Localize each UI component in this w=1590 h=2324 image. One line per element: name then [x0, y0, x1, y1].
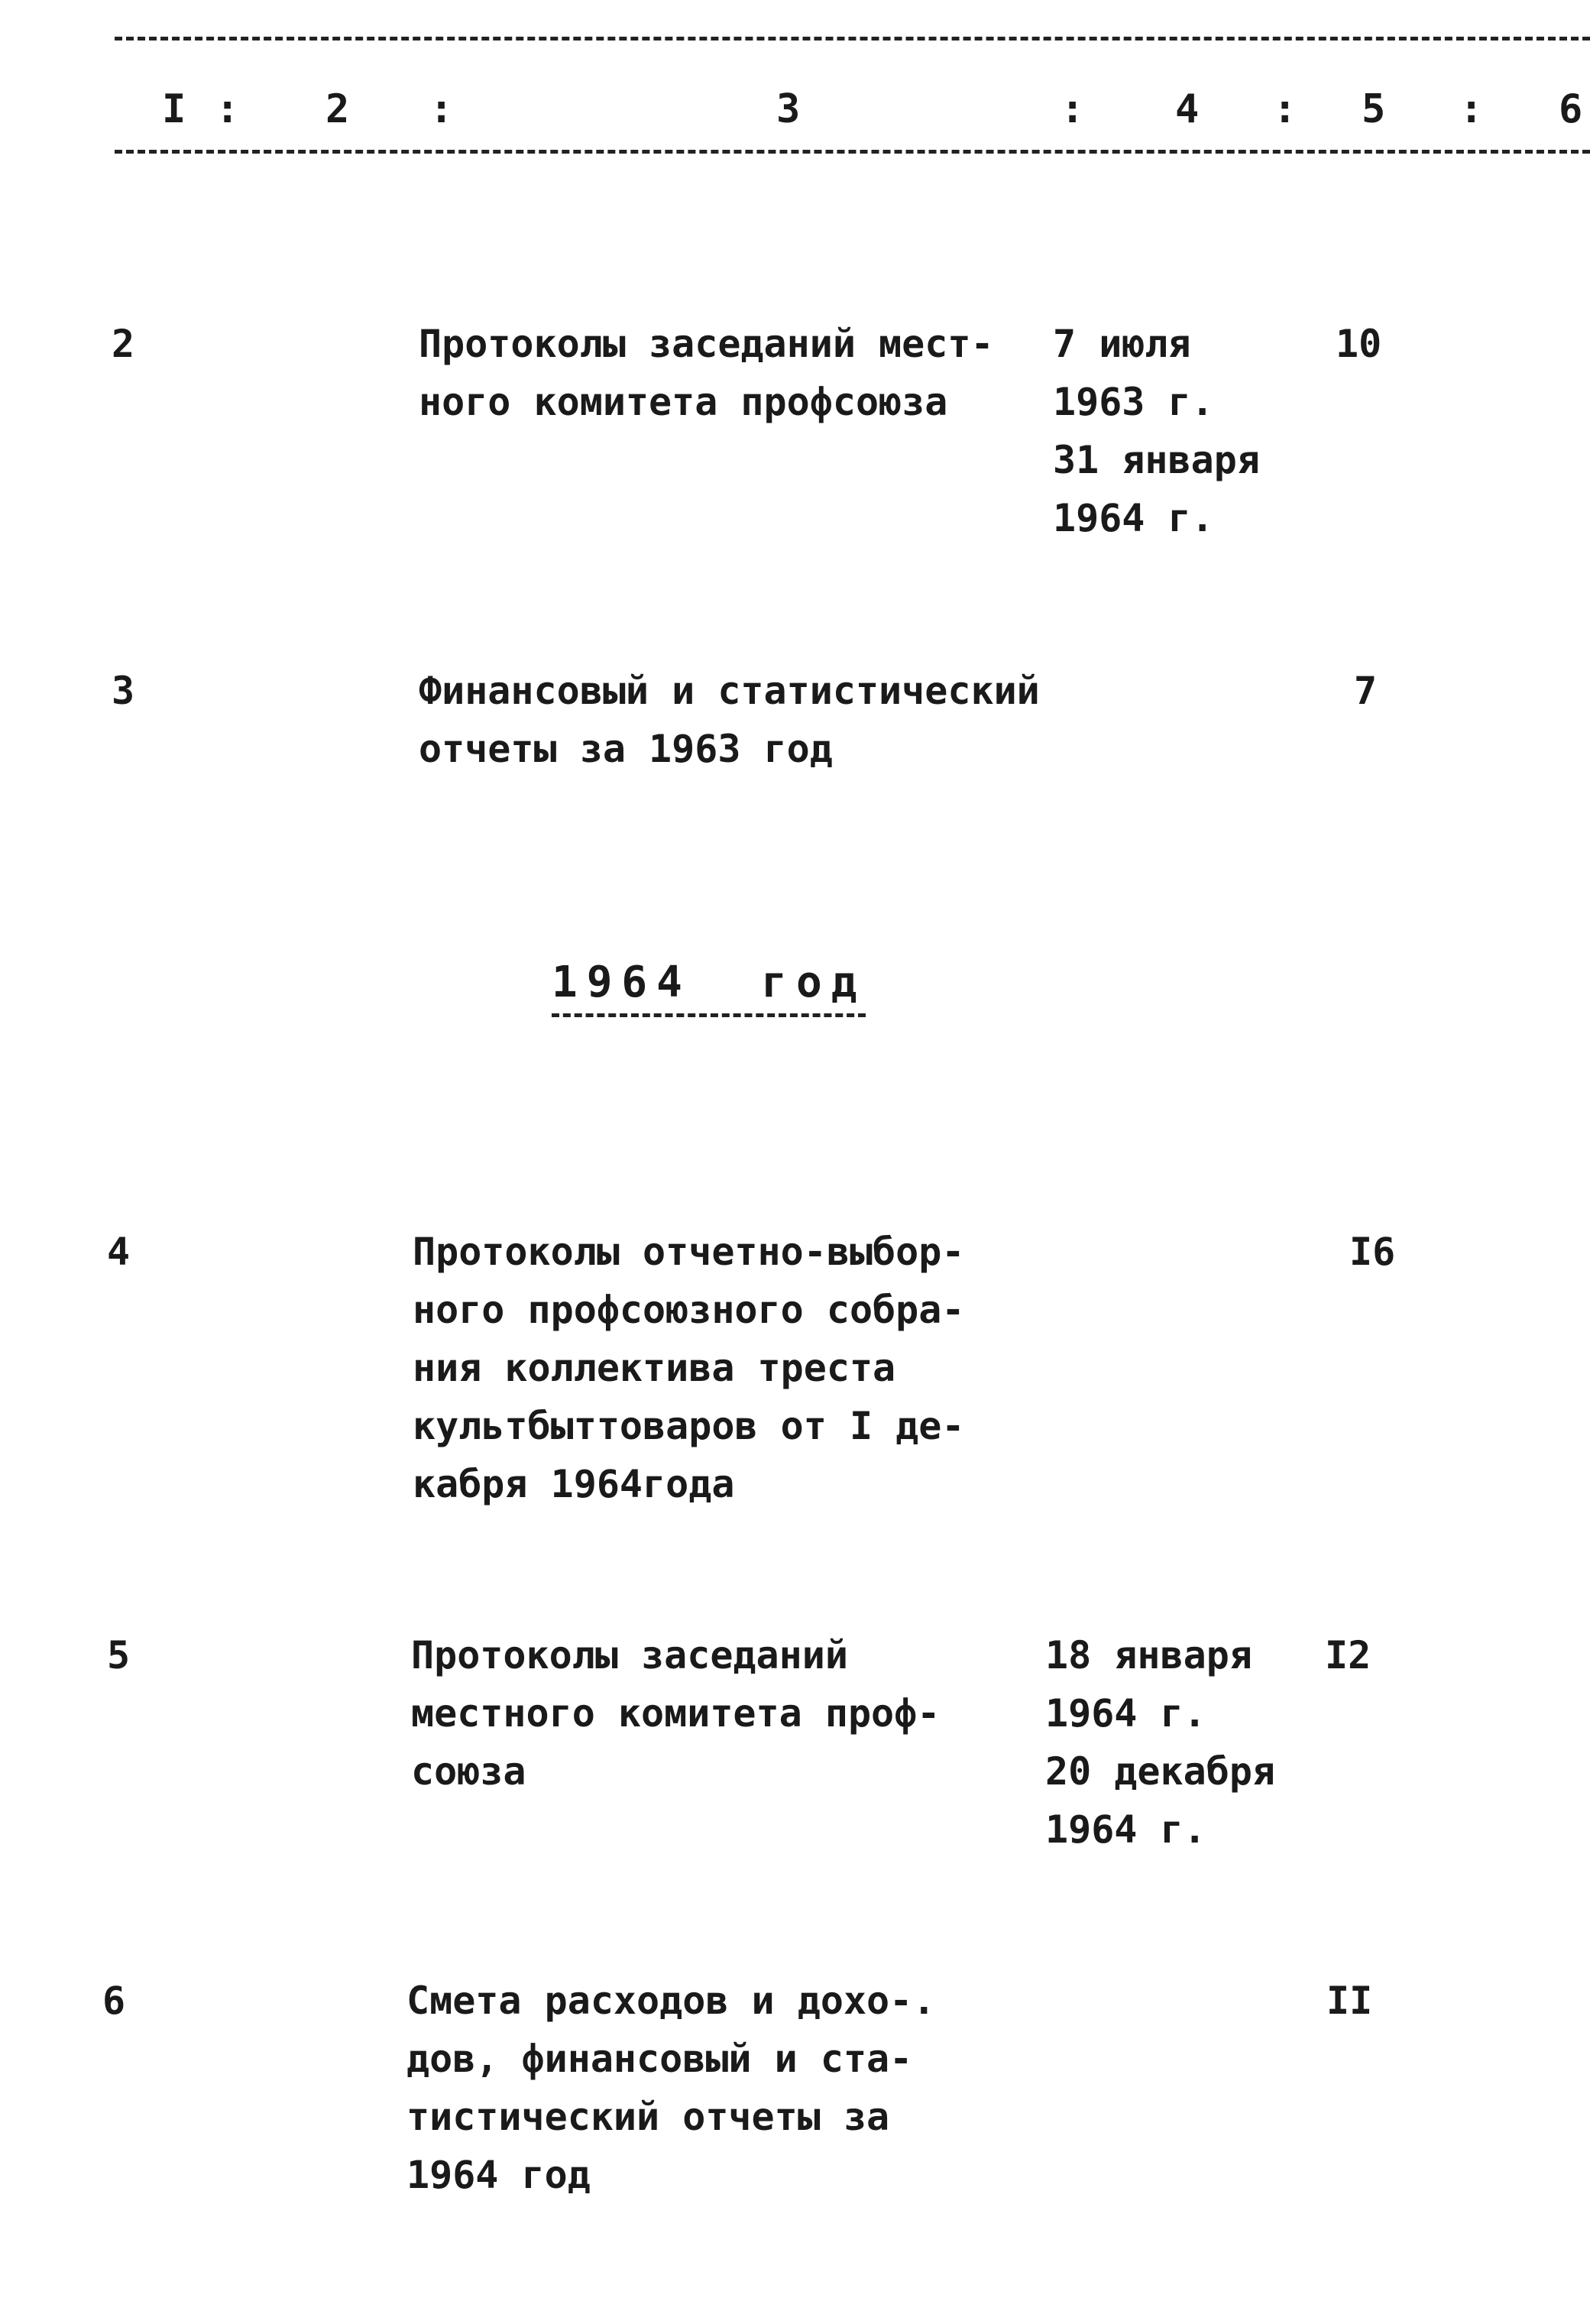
row-title: Финансовый и статистический отчеты за 1963 год: [419, 669, 1040, 771]
column-separator: :: [1273, 86, 1297, 132]
column-header-3: 3: [776, 86, 801, 132]
column-separator: :: [215, 86, 240, 132]
row-number: 4: [107, 1230, 131, 1274]
column-header-4: 4: [1175, 86, 1200, 132]
row-title: Протоколы заседаний мест- ного комитета профсоюза: [419, 322, 994, 424]
row-number: 3: [112, 669, 135, 713]
row-sheet-count: I2: [1325, 1633, 1371, 1677]
header-top-dashed-rule: [115, 37, 1590, 41]
row-title: Протоколы заседаний местного комитета проф- союза: [411, 1633, 941, 1794]
row-number: 2: [112, 322, 135, 366]
row-number: 5: [107, 1633, 131, 1677]
column-separator: :: [1061, 86, 1085, 132]
row-dates: 7 июля 1963 г. 31 января 1964 г.: [1053, 322, 1260, 540]
column-header-2: 2: [325, 86, 350, 132]
column-header-1: I: [162, 86, 186, 132]
row-sheet-count: I6: [1349, 1230, 1396, 1274]
section-year-heading: 1964 год: [552, 954, 866, 1017]
column-header-6: 6: [1559, 86, 1583, 132]
header-bottom-dashed-rule: [115, 150, 1590, 154]
row-dates: 18 января 1964 г. 20 декабря 1964 г.: [1045, 1633, 1276, 1852]
row-title: Смета расходов и дохо-. дов, финансовый и ста- тистический отчеты за 1964 год: [406, 1979, 936, 2197]
row-number: 6: [102, 1979, 126, 2023]
row-sheet-count: 10: [1336, 322, 1382, 366]
row-sheet-count: 7: [1354, 669, 1378, 713]
row-title: Протоколы отчетно-выбор- ного профсоюзного собра- ния коллектива треста культбыттоваров от I де- кабря 1964года: [413, 1230, 965, 1506]
column-separator: :: [1459, 86, 1484, 132]
column-header-5: 5: [1362, 86, 1386, 132]
column-separator: :: [429, 86, 454, 132]
row-sheet-count: II: [1326, 1979, 1373, 2023]
